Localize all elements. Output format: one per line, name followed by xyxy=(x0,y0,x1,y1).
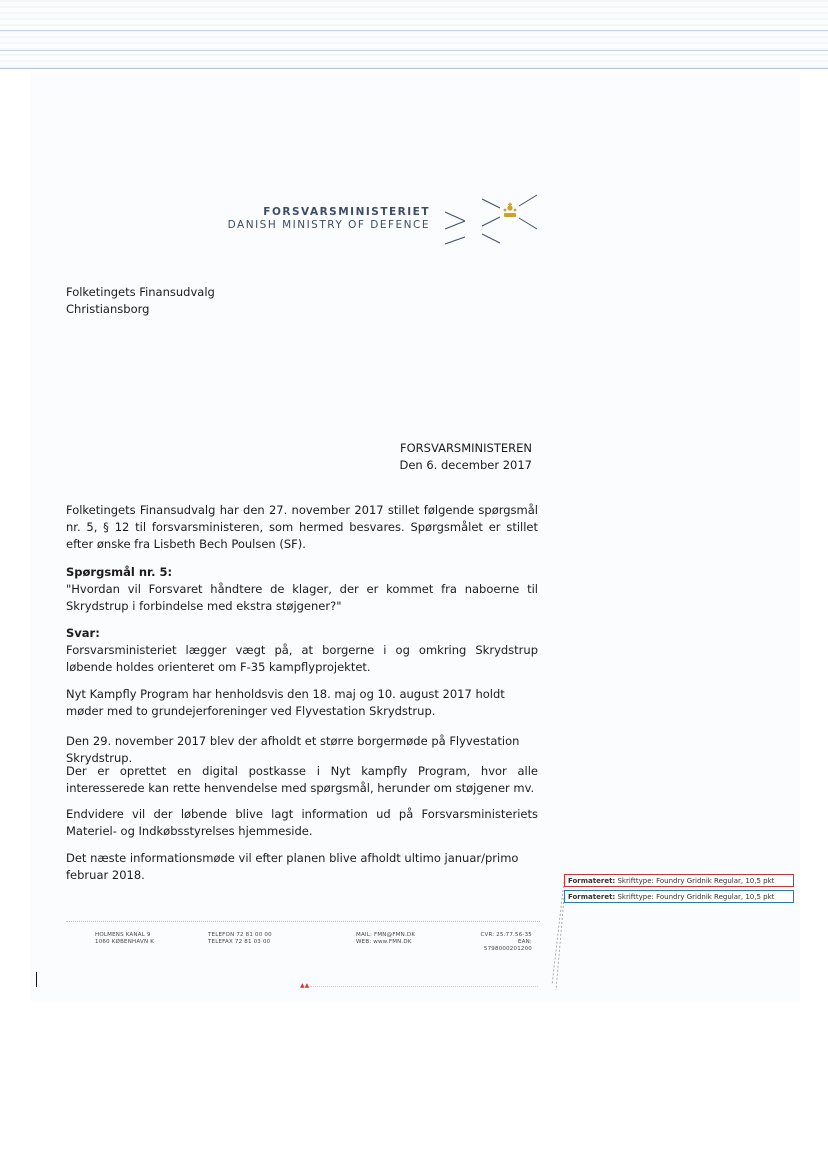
intro-paragraph xyxy=(66,502,538,553)
footer-rule xyxy=(66,921,540,922)
answer-paragraph: Det næste informationsmøde vil efter planen blive afholdt ultimo januar/primo februar 2018. xyxy=(66,851,519,882)
footer-address xyxy=(95,932,154,946)
comment-label: Formateret: xyxy=(568,877,616,885)
letterhead-name-english: DANISH MINISTRY OF DEFENCE xyxy=(227,219,430,231)
footer-website: WEB: www.FMN.DK xyxy=(356,939,412,945)
sender-name: FORSVARSMINISTEREN xyxy=(399,441,532,455)
answer-section xyxy=(66,625,538,676)
scan-header-noise xyxy=(0,0,828,70)
letter-date: Den 6. december 2017 xyxy=(399,458,532,472)
comment-label: Formateret: xyxy=(568,893,616,901)
comment-text: Skrifttype: Foundry Gridnik Regular, 10,5 pkt xyxy=(617,893,775,901)
footer-ean: EAN: 5798000201200 xyxy=(483,939,532,952)
recipient-address xyxy=(66,284,215,318)
scan-line xyxy=(0,50,828,51)
intro-text: Folketingets Finansudvalg har den 27. november 2017 stillet følgende spørgsmål nr. 5, § 12 til forsvarsministeren, som hermed besvares. Spørgsmålet er stillet efter ønske fra Lisbeth Bech Poulsen (SF). xyxy=(66,503,538,551)
change-marker-icon: ▲▲ xyxy=(300,982,310,989)
crown-chevron-logo-icon xyxy=(442,193,542,248)
footer-telefax: TELEFAX 72 81 03 00 xyxy=(208,939,271,945)
scan-line xyxy=(0,30,828,31)
scan-line xyxy=(0,68,828,69)
footer-ids xyxy=(470,932,532,953)
answer-paragraph-block xyxy=(66,806,538,840)
footer-web xyxy=(356,932,415,946)
footer-address-line: 1060 KØBENHAVN K xyxy=(95,939,155,945)
footer-mail: MAIL: FMN@FMN.DK xyxy=(356,932,416,938)
answer-paragraph: Den 29. november 2017 blev der afholdt et større borgermøde på Flyvestation Skrydstrup. xyxy=(66,734,520,765)
answer-paragraph-block xyxy=(66,763,538,797)
format-comment[interactable] xyxy=(564,874,794,887)
question-heading: Spørgsmål nr. 5: xyxy=(66,565,173,579)
answer-paragraph-block xyxy=(66,733,538,767)
footer-telephone: TELEFON 72 81 00 00 xyxy=(208,932,272,938)
answer-heading: Svar: xyxy=(66,626,100,640)
comment-connector-line xyxy=(550,880,564,1000)
recipient-line: Christiansborg xyxy=(66,302,150,316)
answer-paragraph-block xyxy=(66,850,538,884)
comment-text: Skrifttype: Foundry Gridnik Regular, 10,5 pkt xyxy=(617,877,775,885)
change-bar xyxy=(36,972,37,987)
footer-address-line: HOLMENS KANAL 9 xyxy=(95,932,151,938)
footer-phone xyxy=(208,932,272,946)
answer-paragraph-block xyxy=(66,686,538,720)
letterhead-name-danish: FORSVARSMINISTERIET xyxy=(263,206,430,218)
question-text: "Hvordan vil Forsvaret håndtere de klager, der er kommet fra naboerne til Skrydstrup i forbindelse med ekstra støjgener?" xyxy=(66,582,538,613)
format-comment[interactable] xyxy=(564,890,794,903)
answer-paragraph: Endvidere vil der løbende blive lagt information ud på Forsvarsministeriets Materiel- og Indkøbsstyrelses hjemmeside. xyxy=(66,807,538,838)
recipient-line: Folketingets Finansudvalg xyxy=(66,285,215,299)
answer-paragraph: Der er oprettet en digital postkasse i Nyt kampfly Program, hvor alle interesserede kan rette henvendelse med spørgsmål, herunder om støjgener mv. xyxy=(66,764,538,795)
sender-block xyxy=(390,440,532,474)
footer-cvr: CVR: 25.77.56-35 xyxy=(480,932,532,938)
answer-paragraph: Nyt Kampfly Program har henholdsvis den 18. maj og 10. august 2017 holdt møder med to grundejerforeninger ved Flyvestation Skrydstrup. xyxy=(66,687,505,718)
change-tracking-line xyxy=(310,986,538,987)
answer-paragraph: Forsvarsministeriet lægger vægt på, at borgerne i og omkring Skrydstrup løbende holdes orienteret om F-35 kampflyprojektet. xyxy=(66,643,538,674)
question-section xyxy=(66,564,538,615)
